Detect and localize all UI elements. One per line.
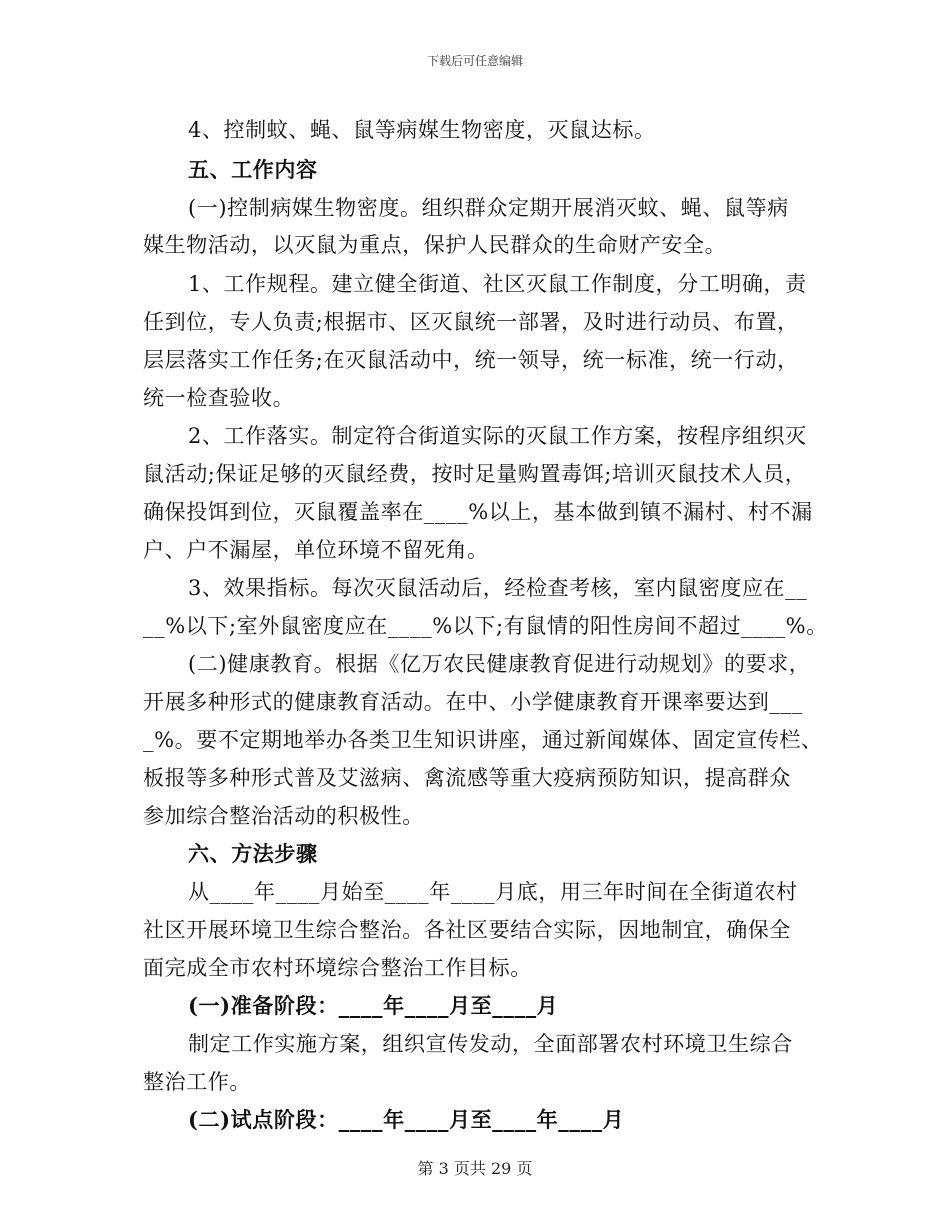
paragraph-line: 板报等多种形式普及艾滋病、禽流感等重大疫病预防知识，提高群众 bbox=[143, 766, 791, 790]
paragraph-line: 开展多种形式的健康教育活动。在中、小学健康教育开课率要达到___ bbox=[143, 690, 803, 714]
paragraph-line: 层层落实工作任务;在灭鼠活动中，统一领导，统一标准，统一行动， bbox=[143, 348, 799, 372]
paragraph-line: 鼠活动;保证足够的灭鼠经费，按时足量购置毒饵;培训灭鼠技术人员， bbox=[143, 462, 807, 486]
paragraph-line: __%以下;室外鼠密度应在____%以下;有鼠情的阳性房间不超过____%。 bbox=[143, 614, 828, 638]
paragraph-line: _%。要不定期地举办各类卫生知识讲座，通过新闻媒体、固定宣传栏、 bbox=[143, 728, 823, 752]
paragraph-line: 统一检查验收。 bbox=[143, 386, 295, 410]
paragraph-line: 媒生物活动，以灭鼠为重点，保护人民群众的生命财产安全。 bbox=[143, 233, 727, 257]
paragraph-line: 参加综合整治活动的积极性。 bbox=[143, 804, 424, 828]
paragraph-line: 任到位，专人负责;根据市、区灭鼠统一部署，及时进行动员、布置， bbox=[143, 310, 799, 334]
paragraph-line: 3、效果指标。每次灭鼠活动后，经检查考核，室内鼠密度应在__ bbox=[188, 576, 808, 600]
page-footer: 第 3 页共 29 页 bbox=[417, 1159, 533, 1178]
section-heading: (二)试点阶段：____年____月至____年____月 bbox=[188, 1107, 625, 1132]
paragraph-line: 社区开展环境卫生综合整治。各社区要结合实际，因地制宜，确保全 bbox=[143, 918, 791, 942]
paragraph-line: 整治工作。 bbox=[143, 1070, 251, 1094]
paragraph-line: (二)健康教育。根据《亿万农民健康教育促进行动规划》的要求， bbox=[188, 652, 811, 676]
paragraph-line: 4、控制蚊、蝇、鼠等病媒生物密度，灭鼠达标。 bbox=[188, 118, 656, 142]
paragraph-line: 从____年____月始至____年____月底，用三年时间在全街道农村 bbox=[188, 880, 798, 904]
paragraph-line: (一)控制病媒生物密度。组织群众定期开展消灭蚊、蝇、鼠等病 bbox=[188, 196, 789, 220]
paragraph-line: 确保投饵到位，灭鼠覆盖率在____%以上，基本做到镇不漏村、村不漏 bbox=[143, 500, 813, 524]
section-heading: (一)准备阶段：____年____月至____月 bbox=[188, 993, 559, 1018]
paragraph-line: 制定工作实施方案，组织宣传发动，全面部署农村环境卫生综合 bbox=[188, 1032, 793, 1056]
section-heading: 五、工作内容 bbox=[188, 157, 318, 182]
paragraph-line: 1、工作规程。建立健全街道、社区灭鼠工作制度，分工明确，责 bbox=[188, 272, 807, 296]
paragraph-line: 2、工作落实。制定符合街道实际的灭鼠工作方案，按程序组织灭 bbox=[188, 424, 807, 448]
page-header: 下载后可任意编辑 bbox=[426, 54, 523, 68]
paragraph-line: 户、户不漏屋，单位环境不留死角。 bbox=[143, 538, 489, 562]
paragraph-line: 面完成全市农村环境综合整治工作目标。 bbox=[143, 956, 532, 980]
section-heading: 六、方法步骤 bbox=[188, 841, 318, 866]
